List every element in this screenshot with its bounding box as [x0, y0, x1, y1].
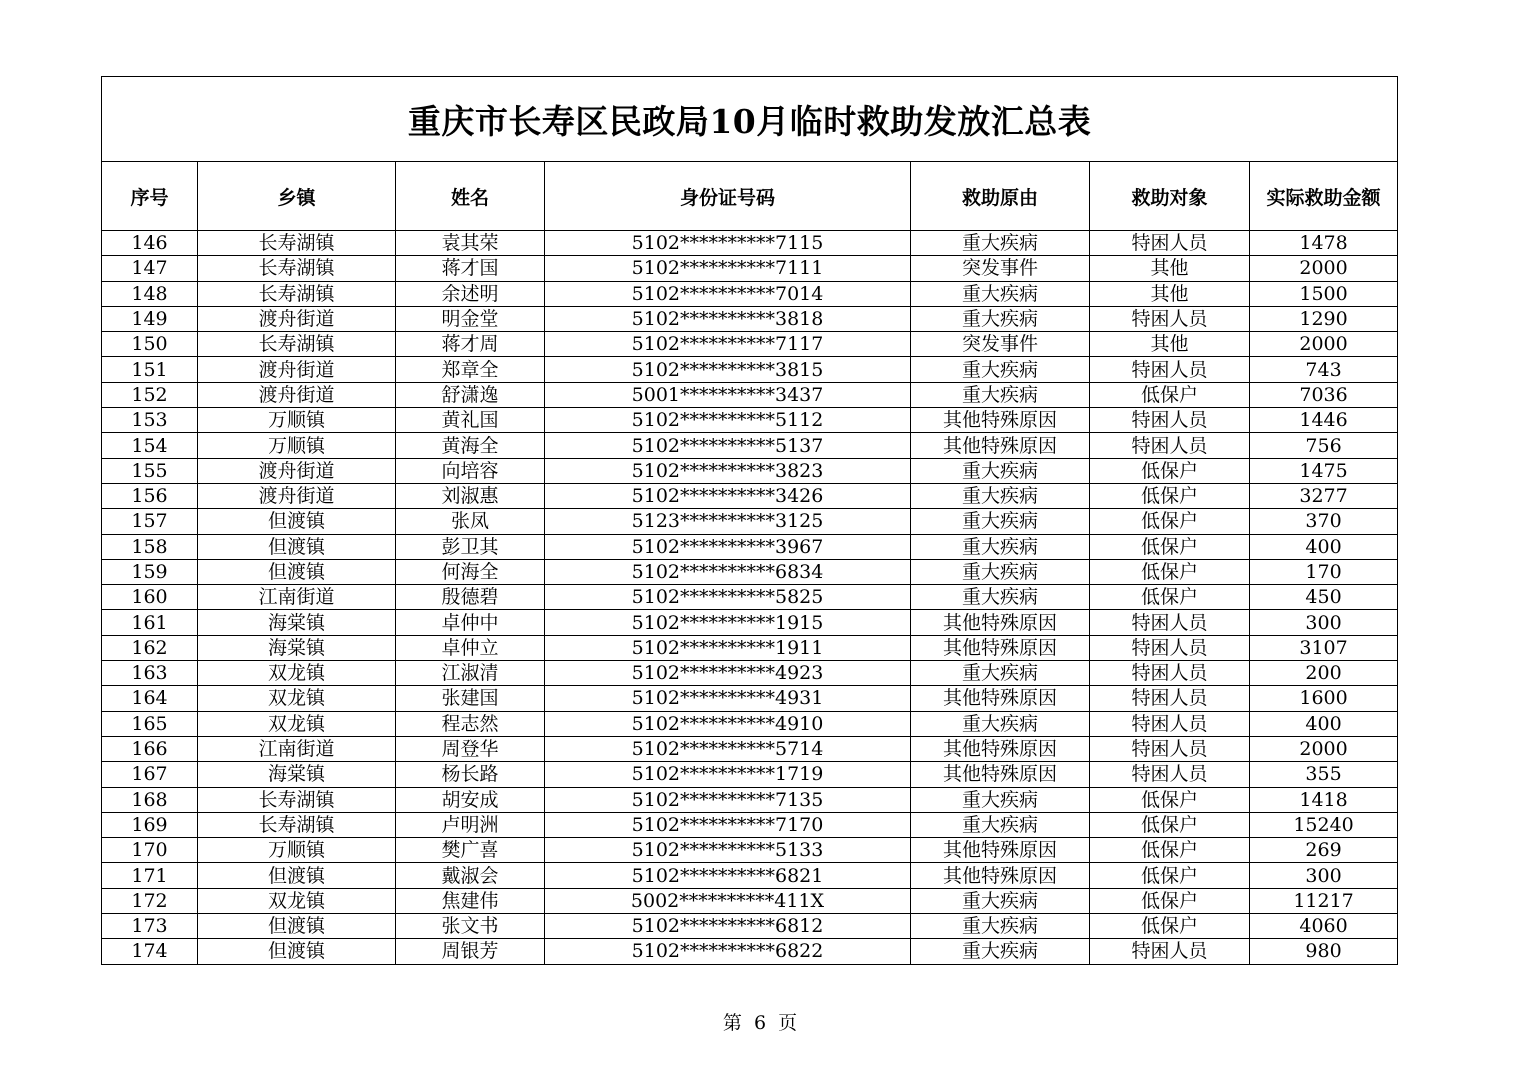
amount-cell: 15240 [1250, 812, 1398, 837]
name-cell: 余述明 [396, 281, 545, 306]
index-cell: 167 [102, 762, 198, 787]
amount-cell: 743 [1250, 357, 1398, 382]
column-header-amount: 实际救助金额 [1250, 162, 1398, 231]
name-cell: 张文书 [396, 914, 545, 939]
reason-cell: 重大疾病 [911, 559, 1090, 584]
name-cell: 向培容 [396, 458, 545, 483]
table-row [102, 686, 1398, 711]
township-cell: 但渡镇 [198, 509, 396, 534]
index-cell: 154 [102, 433, 198, 458]
table-row [102, 838, 1398, 863]
township-cell: 万顺镇 [198, 838, 396, 863]
id-number-cell: 5102**********4931 [545, 686, 911, 711]
index-cell: 150 [102, 332, 198, 357]
table-row [102, 914, 1398, 939]
amount-cell: 400 [1250, 711, 1398, 736]
township-cell: 但渡镇 [198, 534, 396, 559]
recipient-type-cell: 低保户 [1090, 458, 1250, 483]
amount-cell: 4060 [1250, 914, 1398, 939]
id-number-cell: 5102**********3426 [545, 483, 911, 508]
reason-cell: 突发事件 [911, 332, 1090, 357]
amount-cell: 1475 [1250, 458, 1398, 483]
table-row [102, 332, 1398, 357]
recipient-type-cell: 低保户 [1090, 585, 1250, 610]
page-title: 重庆市长寿区民政局10月临时救助发放汇总表 [102, 77, 1398, 162]
id-number-cell: 5102**********6822 [545, 939, 911, 964]
id-number-cell: 5102**********6821 [545, 863, 911, 888]
township-cell: 海棠镇 [198, 762, 396, 787]
recipient-type-cell: 低保户 [1090, 838, 1250, 863]
id-number-cell: 5102**********1719 [545, 762, 911, 787]
reason-cell: 重大疾病 [911, 787, 1090, 812]
township-cell: 但渡镇 [198, 863, 396, 888]
id-number-cell: 5102**********5137 [545, 433, 911, 458]
id-number-cell: 5102**********3818 [545, 306, 911, 331]
index-cell: 155 [102, 458, 198, 483]
table-row [102, 509, 1398, 534]
index-cell: 161 [102, 610, 198, 635]
index-cell: 165 [102, 711, 198, 736]
id-number-cell: 5102**********3823 [545, 458, 911, 483]
amount-cell: 980 [1250, 939, 1398, 964]
index-cell: 163 [102, 661, 198, 686]
column-header-index: 序号 [102, 162, 198, 231]
index-cell: 156 [102, 483, 198, 508]
id-number-cell: 5002**********411X [545, 888, 911, 913]
name-cell: 明金堂 [396, 306, 545, 331]
id-number-cell: 5102**********7117 [545, 332, 911, 357]
table-row [102, 585, 1398, 610]
id-number-cell: 5102**********5133 [545, 838, 911, 863]
reason-cell: 突发事件 [911, 256, 1090, 281]
name-cell: 卢明洲 [396, 812, 545, 837]
relief-summary-table [101, 76, 1398, 965]
table-row [102, 661, 1398, 686]
id-number-cell: 5102**********1915 [545, 610, 911, 635]
amount-cell: 3107 [1250, 635, 1398, 660]
table-row [102, 306, 1398, 331]
table-row [102, 382, 1398, 407]
reason-cell: 重大疾病 [911, 281, 1090, 306]
name-cell: 黄礼国 [396, 408, 545, 433]
column-header-recipient-type: 救助对象 [1090, 162, 1250, 231]
reason-cell: 重大疾病 [911, 231, 1090, 256]
amount-cell: 370 [1250, 509, 1398, 534]
reason-cell: 重大疾病 [911, 661, 1090, 686]
township-cell: 渡舟街道 [198, 306, 396, 331]
name-cell: 卓仲立 [396, 635, 545, 660]
amount-cell: 200 [1250, 661, 1398, 686]
amount-cell: 1500 [1250, 281, 1398, 306]
index-cell: 149 [102, 306, 198, 331]
township-cell: 长寿湖镇 [198, 256, 396, 281]
name-cell: 周银芳 [396, 939, 545, 964]
recipient-type-cell: 特困人员 [1090, 357, 1250, 382]
township-cell: 海棠镇 [198, 635, 396, 660]
index-cell: 152 [102, 382, 198, 407]
name-cell: 殷德碧 [396, 585, 545, 610]
id-number-cell: 5102**********7170 [545, 812, 911, 837]
index-cell: 160 [102, 585, 198, 610]
reason-cell: 其他特殊原因 [911, 610, 1090, 635]
amount-cell: 2000 [1250, 736, 1398, 761]
reason-cell: 重大疾病 [911, 509, 1090, 534]
reason-cell: 重大疾病 [911, 914, 1090, 939]
column-header-township: 乡镇 [198, 162, 396, 231]
amount-cell: 7036 [1250, 382, 1398, 407]
name-cell: 黄海全 [396, 433, 545, 458]
id-number-cell: 5102**********3815 [545, 357, 911, 382]
index-cell: 148 [102, 281, 198, 306]
township-cell: 双龙镇 [198, 661, 396, 686]
index-cell: 147 [102, 256, 198, 281]
amount-cell: 1290 [1250, 306, 1398, 331]
id-number-cell: 5102**********7135 [545, 787, 911, 812]
index-cell: 168 [102, 787, 198, 812]
amount-cell: 400 [1250, 534, 1398, 559]
recipient-type-cell: 低保户 [1090, 534, 1250, 559]
recipient-type-cell: 低保户 [1090, 812, 1250, 837]
table-body [102, 231, 1398, 965]
name-cell: 舒潇逸 [396, 382, 545, 407]
index-cell: 164 [102, 686, 198, 711]
table-row [102, 635, 1398, 660]
recipient-type-cell: 特困人员 [1090, 610, 1250, 635]
recipient-type-cell: 特困人员 [1090, 635, 1250, 660]
recipient-type-cell: 特困人员 [1090, 939, 1250, 964]
township-cell: 万顺镇 [198, 433, 396, 458]
column-header-name: 姓名 [396, 162, 545, 231]
index-cell: 170 [102, 838, 198, 863]
recipient-type-cell: 低保户 [1090, 509, 1250, 534]
recipient-type-cell: 特困人员 [1090, 711, 1250, 736]
reason-cell: 重大疾病 [911, 483, 1090, 508]
table-row [102, 939, 1398, 964]
id-number-cell: 5102**********7115 [545, 231, 911, 256]
table-row [102, 281, 1398, 306]
table-row [102, 408, 1398, 433]
township-cell: 双龙镇 [198, 711, 396, 736]
township-cell: 双龙镇 [198, 686, 396, 711]
name-cell: 程志然 [396, 711, 545, 736]
recipient-type-cell: 低保户 [1090, 787, 1250, 812]
reason-cell: 重大疾病 [911, 382, 1090, 407]
header-row [102, 162, 1398, 231]
table-row [102, 256, 1398, 281]
reason-cell: 重大疾病 [911, 458, 1090, 483]
table-row [102, 610, 1398, 635]
reason-cell: 其他特殊原因 [911, 635, 1090, 660]
name-cell: 蒋才周 [396, 332, 545, 357]
id-number-cell: 5102**********1911 [545, 635, 911, 660]
table-row [102, 736, 1398, 761]
recipient-type-cell: 低保户 [1090, 382, 1250, 407]
name-cell: 郑章全 [396, 357, 545, 382]
name-cell: 张凤 [396, 509, 545, 534]
id-number-cell: 5102**********7111 [545, 256, 911, 281]
reason-cell: 其他特殊原因 [911, 838, 1090, 863]
name-cell: 胡安成 [396, 787, 545, 812]
reason-cell: 重大疾病 [911, 306, 1090, 331]
recipient-type-cell: 其他 [1090, 332, 1250, 357]
amount-cell: 450 [1250, 585, 1398, 610]
township-cell: 但渡镇 [198, 914, 396, 939]
recipient-type-cell: 低保户 [1090, 863, 1250, 888]
reason-cell: 重大疾病 [911, 888, 1090, 913]
recipient-type-cell: 低保户 [1090, 888, 1250, 913]
column-header-reason: 救助原由 [911, 162, 1090, 231]
index-cell: 173 [102, 914, 198, 939]
amount-cell: 300 [1250, 610, 1398, 635]
name-cell: 戴淑会 [396, 863, 545, 888]
index-cell: 151 [102, 357, 198, 382]
id-number-cell: 5102**********5825 [545, 585, 911, 610]
table-row [102, 863, 1398, 888]
id-number-cell: 5102**********4923 [545, 661, 911, 686]
reason-cell: 重大疾病 [911, 939, 1090, 964]
name-cell: 江淑清 [396, 661, 545, 686]
column-header-id-number: 身份证号码 [545, 162, 911, 231]
name-cell: 蒋才国 [396, 256, 545, 281]
township-cell: 渡舟街道 [198, 458, 396, 483]
amount-cell: 3277 [1250, 483, 1398, 508]
recipient-type-cell: 特困人员 [1090, 686, 1250, 711]
table-row [102, 534, 1398, 559]
reason-cell: 其他特殊原因 [911, 408, 1090, 433]
index-cell: 174 [102, 939, 198, 964]
name-cell: 卓仲中 [396, 610, 545, 635]
township-cell: 长寿湖镇 [198, 332, 396, 357]
recipient-type-cell: 特困人员 [1090, 736, 1250, 761]
id-number-cell: 5102**********4910 [545, 711, 911, 736]
table-row [102, 711, 1398, 736]
amount-cell: 2000 [1250, 256, 1398, 281]
id-number-cell: 5001**********3437 [545, 382, 911, 407]
id-number-cell: 5123**********3125 [545, 509, 911, 534]
township-cell: 渡舟街道 [198, 357, 396, 382]
table-row [102, 812, 1398, 837]
township-cell: 但渡镇 [198, 559, 396, 584]
recipient-type-cell: 特困人员 [1090, 408, 1250, 433]
table-row [102, 888, 1398, 913]
name-cell: 周登华 [396, 736, 545, 761]
recipient-type-cell: 其他 [1090, 256, 1250, 281]
reason-cell: 重大疾病 [911, 812, 1090, 837]
reason-cell: 重大疾病 [911, 357, 1090, 382]
table-row [102, 433, 1398, 458]
name-cell: 焦建伟 [396, 888, 545, 913]
amount-cell: 756 [1250, 433, 1398, 458]
index-cell: 169 [102, 812, 198, 837]
amount-cell: 2000 [1250, 332, 1398, 357]
amount-cell: 170 [1250, 559, 1398, 584]
name-cell: 彭卫其 [396, 534, 545, 559]
township-cell: 海棠镇 [198, 610, 396, 635]
id-number-cell: 5102**********6834 [545, 559, 911, 584]
reason-cell: 其他特殊原因 [911, 762, 1090, 787]
amount-cell: 11217 [1250, 888, 1398, 913]
index-cell: 158 [102, 534, 198, 559]
table-row [102, 762, 1398, 787]
id-number-cell: 5102**********6812 [545, 914, 911, 939]
name-cell: 樊广喜 [396, 838, 545, 863]
id-number-cell: 5102**********3967 [545, 534, 911, 559]
table-row [102, 483, 1398, 508]
township-cell: 但渡镇 [198, 939, 396, 964]
recipient-type-cell: 特困人员 [1090, 433, 1250, 458]
name-cell: 杨长路 [396, 762, 545, 787]
index-cell: 171 [102, 863, 198, 888]
township-cell: 江南街道 [198, 585, 396, 610]
recipient-type-cell: 特困人员 [1090, 762, 1250, 787]
reason-cell: 其他特殊原因 [911, 736, 1090, 761]
name-cell: 刘淑惠 [396, 483, 545, 508]
index-cell: 153 [102, 408, 198, 433]
name-cell: 袁其荣 [396, 231, 545, 256]
index-cell: 146 [102, 231, 198, 256]
amount-cell: 1600 [1250, 686, 1398, 711]
township-cell: 双龙镇 [198, 888, 396, 913]
reason-cell: 其他特殊原因 [911, 686, 1090, 711]
recipient-type-cell: 特困人员 [1090, 306, 1250, 331]
index-cell: 166 [102, 736, 198, 761]
index-cell: 157 [102, 509, 198, 534]
township-cell: 万顺镇 [198, 408, 396, 433]
recipient-type-cell: 低保户 [1090, 483, 1250, 508]
table-row [102, 231, 1398, 256]
township-cell: 江南街道 [198, 736, 396, 761]
id-number-cell: 5102**********5112 [545, 408, 911, 433]
page-number: 第 6 页 [722, 1012, 798, 1034]
township-cell: 长寿湖镇 [198, 812, 396, 837]
amount-cell: 269 [1250, 838, 1398, 863]
index-cell: 162 [102, 635, 198, 660]
amount-cell: 1478 [1250, 231, 1398, 256]
index-cell: 172 [102, 888, 198, 913]
recipient-type-cell: 特困人员 [1090, 661, 1250, 686]
name-cell: 张建国 [396, 686, 545, 711]
table-row [102, 559, 1398, 584]
id-number-cell: 5102**********5714 [545, 736, 911, 761]
township-cell: 长寿湖镇 [198, 787, 396, 812]
amount-cell: 355 [1250, 762, 1398, 787]
table-row [102, 787, 1398, 812]
reason-cell: 其他特殊原因 [911, 863, 1090, 888]
table-row [102, 357, 1398, 382]
township-cell: 长寿湖镇 [198, 231, 396, 256]
id-number-cell: 5102**********7014 [545, 281, 911, 306]
amount-cell: 300 [1250, 863, 1398, 888]
amount-cell: 1418 [1250, 787, 1398, 812]
reason-cell: 其他特殊原因 [911, 433, 1090, 458]
reason-cell: 重大疾病 [911, 534, 1090, 559]
table-row [102, 458, 1398, 483]
township-cell: 渡舟街道 [198, 483, 396, 508]
township-cell: 渡舟街道 [198, 382, 396, 407]
reason-cell: 重大疾病 [911, 585, 1090, 610]
recipient-type-cell: 其他 [1090, 281, 1250, 306]
name-cell: 何海全 [396, 559, 545, 584]
recipient-type-cell: 低保户 [1090, 914, 1250, 939]
amount-cell: 1446 [1250, 408, 1398, 433]
recipient-type-cell: 低保户 [1090, 559, 1250, 584]
reason-cell: 重大疾病 [911, 711, 1090, 736]
township-cell: 长寿湖镇 [198, 281, 396, 306]
index-cell: 159 [102, 559, 198, 584]
recipient-type-cell: 特困人员 [1090, 231, 1250, 256]
